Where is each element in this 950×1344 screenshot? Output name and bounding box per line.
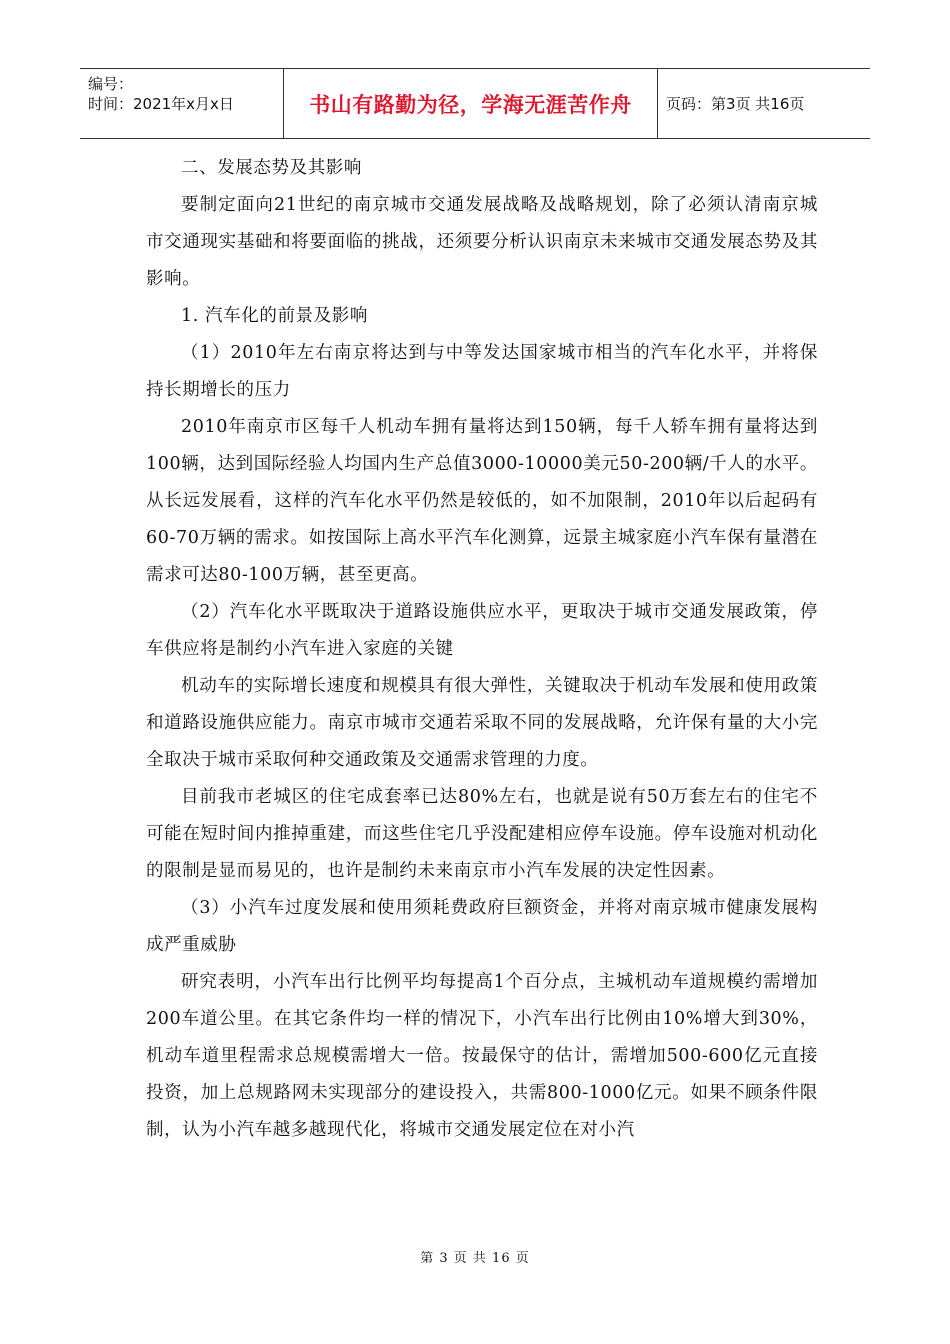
body-paragraph: 2010年南京市区每千人机动车拥有量将达到150辆，每千人轿车拥有量将达到100辆，达到国际经验人均国内生产总值3000-10000美元50-200辆/千人的水平。从长远发展看，这样的汽车化水平仍然是较低的，如不加限制，2010年以后起码有60-70万辆的需求。如按国际上高水平汽车化测算，远景主城家庭小汽车保有量潜在需求可达80-100万辆，甚至更高。 [146, 417, 818, 585]
header-page-info: 页码：第3页 共16页 [666, 95, 805, 113]
document-number-label: 编号： [88, 75, 134, 93]
body-paragraph: 目前我市老城区的住宅成套率已达80%左右，也就是说有50万套左右的住宅不可能在短时间内推掉重建，而这些住宅几乎没配建相应停车设施。停车设施对机动化的限制是显而易见的，也许是制约未来南京市小汽车发展的决定性因素。 [146, 787, 818, 881]
section-heading: 二、发展态势及其影响 [181, 158, 362, 178]
point-heading: （3）小汽车过度发展和使用须耗费政府巨额资金，并将对南京城市健康发展构成严重威胁 [146, 898, 818, 955]
header-meta-cell [80, 69, 284, 138]
header-motto: 书山有路勤为径，学海无涯苦作舟 [284, 69, 658, 138]
body-paragraph: 研究表明，小汽车出行比例平均每提高1个百分点，主城机动车道规模约需增加200车道公里。在其它条件均一样的情况下，小汽车出行比例由10%增大到30%，机动车道里程需求总规模需增大一倍。按最保守的估计，需增加500-600亿元直接投资，加上总规路网未实现部分的建设投入，共需800-1000亿元。如果不顾条件限制，认为小汽车越多越现代化，将城市交通发展定位在对小汽 [146, 972, 818, 1140]
point-heading: （1）2010年左右南京将达到与中等发达国家城市相当的汽车化水平，并将保持长期增长的压力 [146, 343, 818, 400]
page-header [80, 68, 870, 139]
subsection-heading: 1. 汽车化的前景及影响 [181, 306, 368, 326]
body-paragraph: 机动车的实际增长速度和规模具有很大弹性，关键取决于机动车发展和使用政策和道路设施供应能力。南京市城市交通若采取不同的发展战略，允许保有量的大小完全取决于城市采取何种交通政策及交通需求管理的力度。 [146, 676, 818, 770]
body-paragraph: 要制定面向21世纪的南京城市交通发展战略及战略规划，除了必须认清南京城市交通现实基础和将要面临的挑战，还须要分析认识南京未来城市交通发展态势及其影响。 [146, 195, 818, 289]
page-footer: 第 3 页 共 16 页 [420, 1251, 530, 1266]
document-body [146, 150, 818, 1149]
document-date-label: 时间：2021年x月x日 [88, 95, 234, 113]
point-heading: （2）汽车化水平既取决于道路设施供应水平，更取决于城市交通发展政策，停车供应将是制约小汽车进入家庭的关键 [146, 602, 818, 659]
